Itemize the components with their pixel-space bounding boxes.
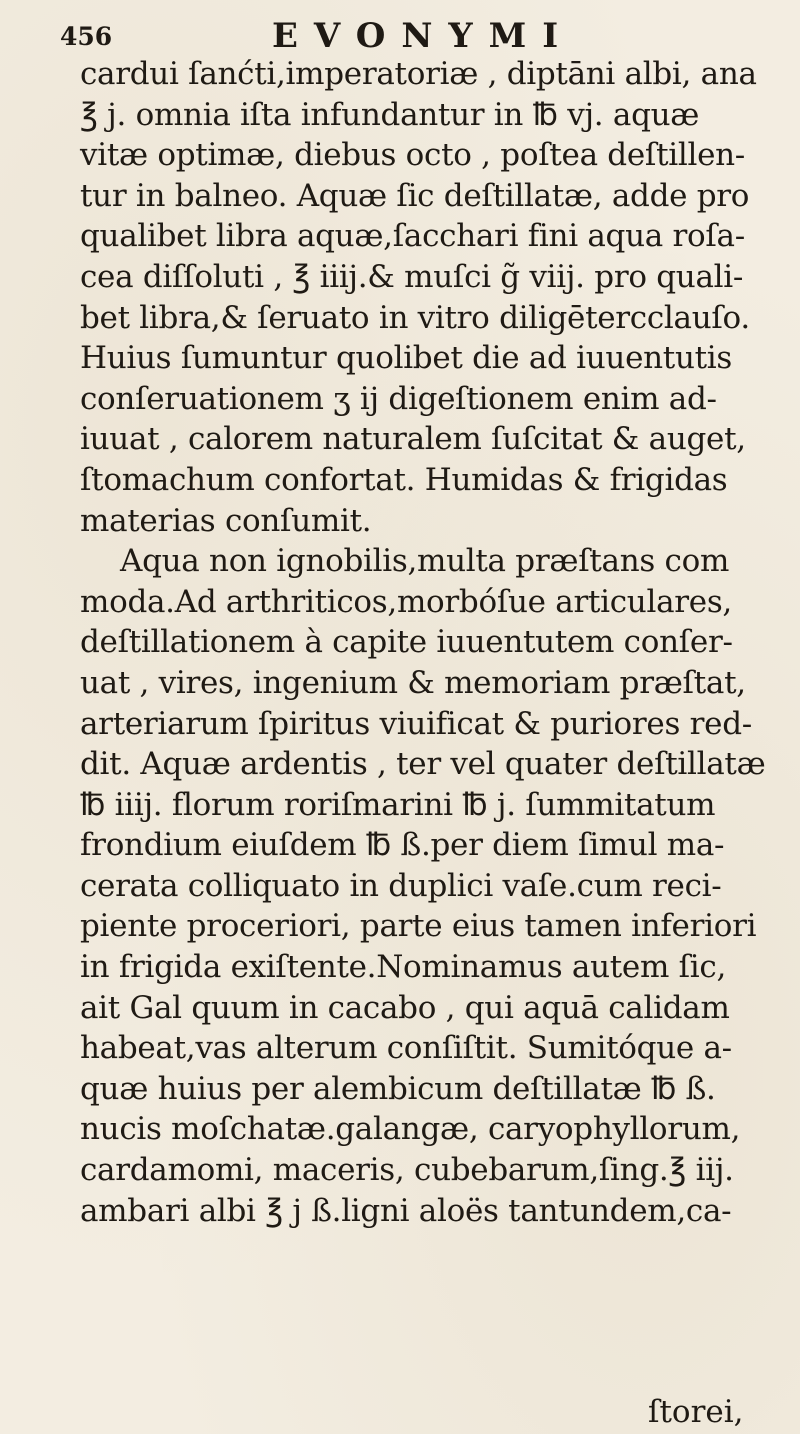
- text-line: iuuat , calorem naturalem ſuſcitat & auget,: [80, 421, 746, 458]
- text-line: Huius ſumuntur quolibet die ad iuuentutis: [80, 340, 733, 377]
- text-line: materias conſumit.: [80, 502, 372, 539]
- text-line: cerata colliquato in duplici vaſe.cum reci-: [80, 867, 722, 904]
- text-line: ſtomachum confortat. Humidas & frigidas: [80, 461, 728, 498]
- text-line: quæ huius per alembicum deſtillatæ ℔ ß.: [80, 1070, 716, 1107]
- text-line: in frigida exiſtente.Nominamus autem ſic,: [80, 949, 726, 986]
- body-text: [80, 54, 770, 1231]
- text-line: tur in balneo. Aquæ ſic deſtillatæ, adde pro: [80, 177, 750, 214]
- text-line: arteriarum ſpiritus viuificat & puriores red-: [80, 705, 752, 742]
- text-line: moda.Ad arthriticos,morbóſue articulares,: [80, 583, 732, 620]
- text-line: conſeruationem ʒ ij digeſtionem enim ad-: [80, 380, 717, 417]
- text-line: bet libra,& ſeruato in vitro diligētercclauſo.: [80, 299, 750, 336]
- text-line: qualibet libra aquæ,ſacchari fini aqua roſa-: [80, 218, 745, 255]
- catchword: ſtorei,: [648, 1394, 744, 1430]
- text-line: cea diſſoluti , ℥ iiij.& muſci g̃ viij. pro quali-: [80, 258, 744, 295]
- text-line: nucis moſchatæ.galangæ, caryophyllorum,: [80, 1111, 741, 1148]
- text-line: uat , vires, ingenium & memoriam præſtat,: [80, 664, 746, 701]
- page-header: [52, 14, 772, 54]
- text-line: dit. Aquæ ardentis , ter vel quater deſtillatæ: [80, 746, 766, 783]
- text-line: ambari albi ℥ j ß.ligni aloës tantundem,ca-: [80, 1192, 732, 1229]
- text-line: habeat,vas alterum conſiſtit. Sumitóque a-: [80, 1030, 732, 1067]
- running-head: EVONYMI: [272, 16, 575, 56]
- text-line: piente proceriori, parte eius tamen inferiori: [80, 908, 757, 945]
- text-line: frondium eiuſdem ℔ ß.per diem ſimul ma-: [80, 827, 725, 864]
- text-line: deſtillationem à capite iuuentutem conſer-: [80, 624, 733, 661]
- paragraph-start-line: Aqua non ignobilis,multa præſtans com: [120, 543, 730, 580]
- text-line: ℥ j. omnia iſta infundantur in ℔ vj. aquæ: [80, 96, 700, 133]
- text-line: vitæ optimæ, diebus octo , poſtea deſtillen-: [80, 137, 745, 174]
- page-number: 456: [60, 22, 113, 51]
- text-line: ℔ iiij. florum roriſmarini ℔ j. ſummitatum: [80, 786, 716, 823]
- text-line: ait Gal quum in cacabo , qui aquā calidam: [80, 989, 730, 1026]
- text-line: cardui ſanćti,imperatoriæ , diptāni albi, ana: [80, 56, 757, 92]
- text-line: cardamomi, maceris, cubebarum,ſing.℥ iij.: [80, 1152, 734, 1189]
